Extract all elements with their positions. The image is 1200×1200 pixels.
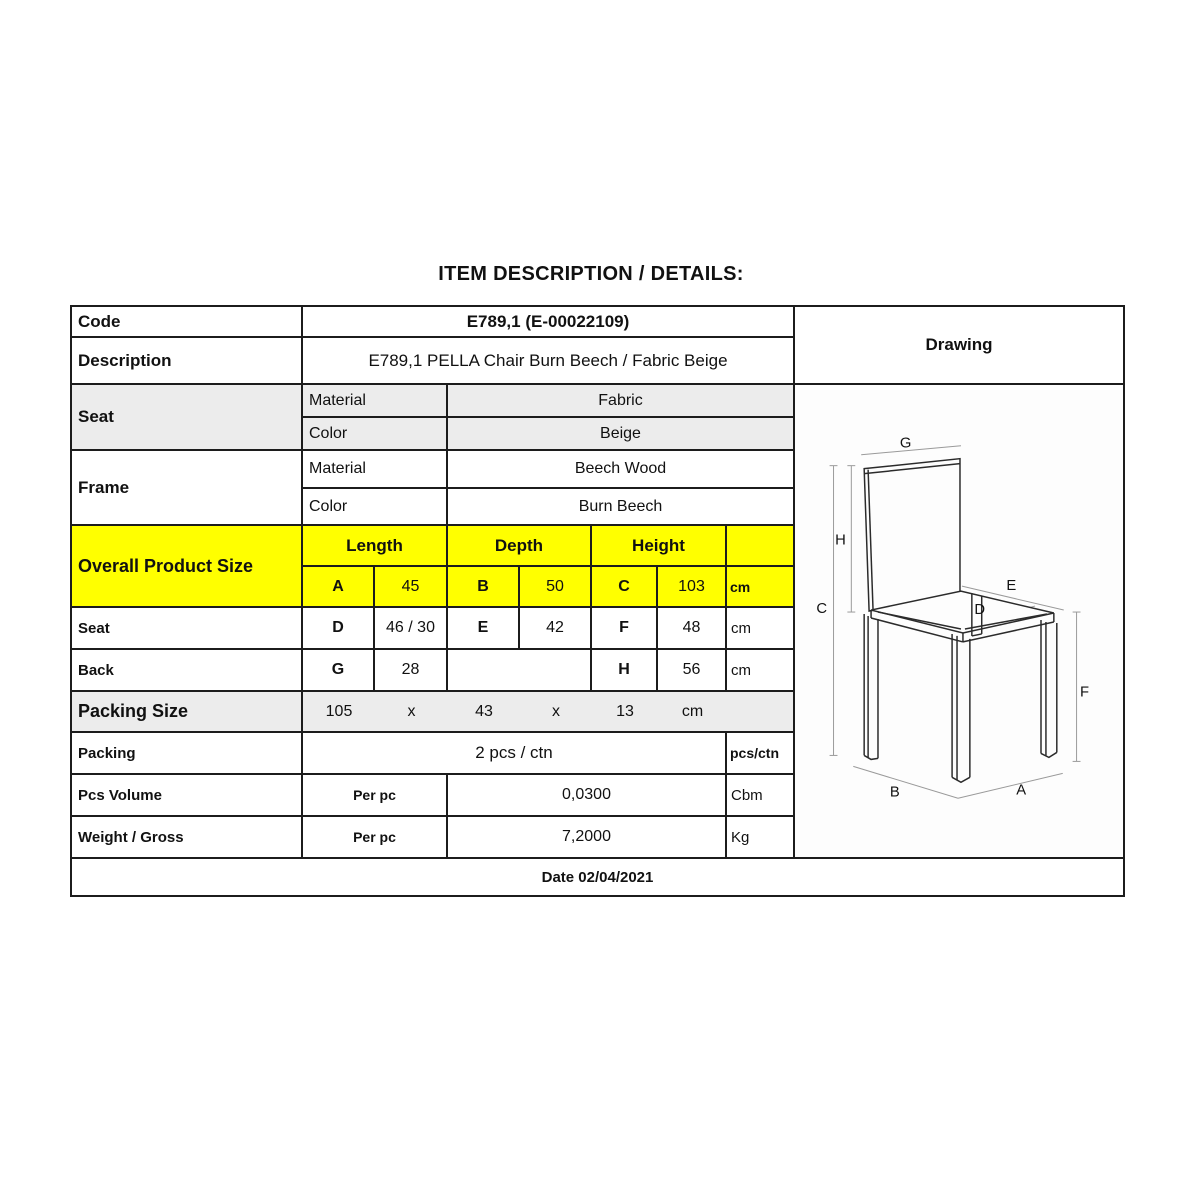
- overall-size-subrows: [303, 526, 795, 608]
- page-title: ITEM DESCRIPTION / DETAILS:: [438, 263, 744, 285]
- seat-dims-label: Seat: [72, 608, 303, 650]
- drawing-header: Drawing: [795, 307, 1123, 385]
- frame-color-key: Color: [303, 489, 448, 526]
- dim-key-a: A: [303, 567, 375, 608]
- dim-val-f: 48: [658, 608, 727, 650]
- packing-size-x2: x: [552, 702, 560, 720]
- row-packing: [72, 733, 795, 775]
- seat-color-row: [303, 418, 795, 451]
- code-value: E789,1 (E-00022109): [303, 307, 795, 338]
- chair-drawing-svg: [795, 385, 1123, 857]
- depth-header: Depth: [448, 526, 592, 567]
- front-left-leg: [952, 634, 970, 782]
- dim-val-a: 45: [375, 567, 448, 608]
- packing-label: Packing: [72, 733, 303, 775]
- dim-key-g: G: [303, 650, 375, 692]
- packing-size-label: Packing Size: [72, 692, 303, 733]
- seat-color-value: Beige: [448, 418, 795, 451]
- seat-dims-unit: cm: [727, 608, 795, 650]
- row-back-dims: [72, 650, 795, 692]
- dim-label-h: H: [835, 532, 846, 549]
- dim-val-b: 50: [520, 567, 592, 608]
- dim-label-a: A: [1016, 782, 1027, 799]
- packing-size-values: [303, 692, 795, 733]
- table-left-columns: [72, 307, 795, 859]
- date-text: Date 02/04/2021: [541, 868, 654, 886]
- pcs-volume-unit: Cbm: [727, 775, 795, 817]
- pcs-volume-label: Pcs Volume: [72, 775, 303, 817]
- seat-color-key: Color: [303, 418, 448, 451]
- seat-subrows: [303, 385, 795, 451]
- description-value: E789,1 PELLA Chair Burn Beech / Fabric Beige: [303, 338, 795, 385]
- seat-material-value: Fabric: [448, 385, 795, 418]
- back-left-leg: [864, 614, 878, 759]
- packing-unit: pcs/ctn: [727, 733, 795, 775]
- empty-cell: [727, 526, 795, 567]
- row-code: [72, 307, 795, 338]
- backrest: [864, 459, 960, 611]
- overall-size-values: [303, 567, 795, 608]
- dim-label-g: G: [899, 435, 912, 452]
- front-right-leg: [1041, 620, 1057, 757]
- pcs-volume-per: Per pc: [303, 775, 448, 817]
- back-dims-label: Back: [72, 650, 303, 692]
- table-main: [72, 307, 1123, 859]
- row-description: [72, 338, 795, 385]
- dim-val-h: 56: [658, 650, 727, 692]
- packing-size-height: 13: [616, 702, 634, 720]
- row-seat: [72, 385, 795, 451]
- spec-table: [70, 305, 1125, 897]
- frame-color-value: Burn Beech: [448, 489, 795, 526]
- dim-key-d: D: [303, 608, 375, 650]
- row-frame: [72, 451, 795, 526]
- packing-size-depth: 43: [475, 702, 493, 720]
- packing-value: 2 pcs / ctn: [303, 733, 727, 775]
- length-header: Length: [303, 526, 448, 567]
- row-seat-dims: [72, 608, 795, 650]
- dim-label-c: C: [816, 600, 828, 618]
- height-header: Height: [592, 526, 727, 567]
- description-label: Description: [72, 338, 303, 385]
- empty-cell: [448, 650, 592, 692]
- b-dim-line: [853, 766, 958, 801]
- frame-label: Frame: [72, 451, 303, 526]
- frame-color-row: [303, 489, 795, 526]
- dim-val-c: 103: [658, 567, 727, 608]
- frame-material-row: [303, 451, 795, 489]
- seat-label: Seat: [72, 385, 303, 451]
- drawing-column: [795, 307, 1123, 859]
- chair-drawing: [795, 385, 1123, 859]
- overall-size-unit: cm: [727, 567, 795, 608]
- row-pcs-volume: [72, 775, 795, 817]
- row-weight-gross: [72, 817, 795, 859]
- pcs-volume-value: 0,0300: [448, 775, 727, 817]
- overall-size-label: Overall Product Size: [72, 526, 303, 608]
- dim-label-f: F: [1079, 684, 1089, 701]
- seat-material-key: Material: [303, 385, 448, 418]
- weight-gross-value: 7,2000: [448, 817, 727, 859]
- dim-key-e: E: [448, 608, 520, 650]
- frame-material-key: Material: [303, 451, 448, 489]
- packing-size-x1: x: [407, 702, 416, 720]
- row-overall-size: [72, 526, 795, 608]
- dim-val-g: 28: [375, 650, 448, 692]
- dim-key-c: C: [592, 567, 658, 608]
- packing-size-length: 105: [325, 702, 353, 720]
- seat-material-row: [303, 385, 795, 418]
- frame-material-value: Beech Wood: [448, 451, 795, 489]
- overall-size-headers: [303, 526, 795, 567]
- seat: [871, 591, 1054, 633]
- date-row: [72, 859, 1123, 895]
- weight-gross-unit: Kg: [727, 817, 795, 859]
- packing-size-unit: cm: [681, 702, 704, 720]
- a-dim-line: [958, 773, 1063, 798]
- dim-key-b: B: [448, 567, 520, 608]
- weight-gross-label: Weight / Gross: [72, 817, 303, 859]
- dim-label-d: D: [974, 601, 986, 619]
- code-label: Code: [72, 307, 303, 338]
- frame-subrows: [303, 451, 795, 526]
- dim-label-b: B: [889, 784, 900, 801]
- dim-key-h: H: [592, 650, 658, 692]
- dim-label-e: E: [1006, 578, 1017, 595]
- dim-val-e: 42: [520, 608, 592, 650]
- dim-key-f: F: [592, 608, 658, 650]
- back-dims-unit: cm: [727, 650, 795, 692]
- weight-gross-per: Per pc: [303, 817, 448, 859]
- row-packing-size: [72, 692, 795, 733]
- dim-val-d: 46 / 30: [375, 608, 448, 650]
- chair-figure: [864, 459, 1057, 783]
